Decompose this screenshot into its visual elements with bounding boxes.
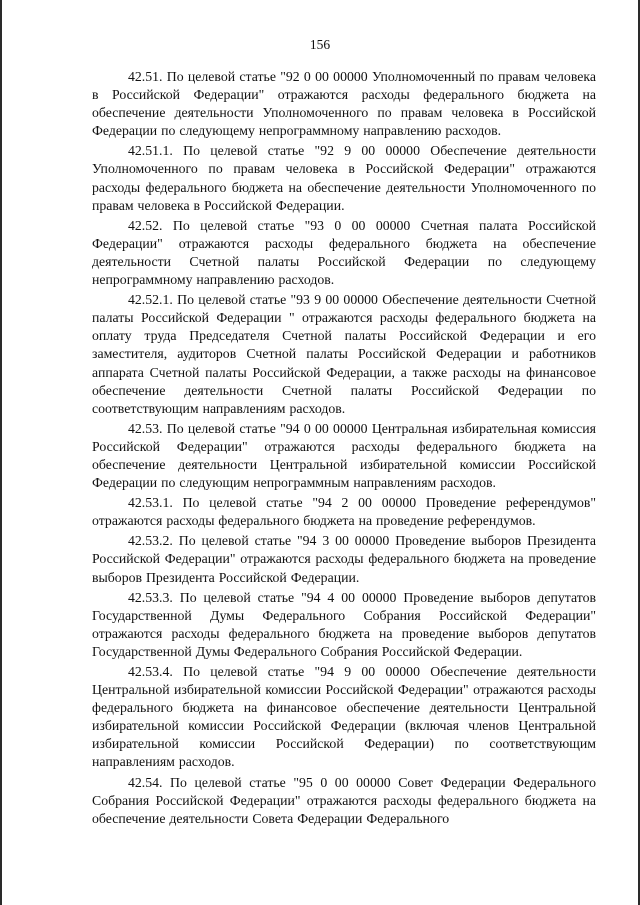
- paragraph-42-53-1: 42.53.1. По целевой статье "94 2 00 00000 Проведение референдумов" отражаются расходы федерального бюджета на проведение референдумов.: [92, 495, 596, 529]
- paragraph-42-53-4: 42.53.4. По целевой статье "94 9 00 00000 Обеспечение деятельности Центральной избирательной комиссии Российской Федерации" отражаются расходы федерального бюджета на финансовое обеспечение деятельности Центральной избирательной комиссии Российской Федерации (включая членов Центральной избирательной комиссии Российской Федерации) по соответствующим направлениям расходов.: [92, 664, 596, 770]
- document-body: [92, 68, 596, 830]
- paragraph-42-52-1: 42.52.1. По целевой статье "93 9 00 00000 Обеспечение деятельности Счетной палаты Российской Федерации " отражаются расходы федерального бюджета на оплату труда Председателя Счетной палаты Российской Федерации и его заместителя, аудиторов Счетной палаты Российской Федерации и работников аппарата Счетной палаты Российской Федерации, а также расходы на финансовое обеспечение деятельности Счетной палаты Российской Федерации по соответствующим направлениям расходов.: [92, 292, 596, 416]
- paragraph-42-51-1: 42.51.1. По целевой статье "92 9 00 00000 Обеспечение деятельности Уполномоченного по правам человека в Российской Федерации" отражаются расходы федерального бюджета на обеспечение деятельности Уполномоченного по правам человека в Российской Федерации.: [92, 143, 596, 213]
- page-number: 156: [309, 37, 331, 52]
- paragraph-42-53-2: 42.53.2. По целевой статье "94 3 00 00000 Проведение выборов Президента Российской Федерации" отражаются расходы федерального бюджета на проведение выборов Президента Российской Федерации.: [92, 533, 596, 585]
- paragraph-42-51: 42.51. По целевой статье "92 0 00 00000 Уполномоченный по правам человека в Российской Федерации" отражаются расходы федерального бюджета на обеспечение деятельности Уполномоченного по правам человека в Российской Федерации по следующему непрограммному направлению расходов.: [92, 69, 596, 139]
- paragraph-42-53: 42.53. По целевой статье "94 0 00 00000 Центральная избирательная комиссия Российской Федерации" отражаются расходы федерального бюджета на обеспечение деятельности Центральной избирательной комиссии Российской Федерации по следующим непрограммным направлениям расходов.: [92, 420, 596, 491]
- paragraph-42-52: 42.52. По целевой статье "93 0 00 00000 Счетная палата Российской Федерации" отражаются расходы федерального бюджета на обеспечение деятельности Счетной палаты Российской Федерации по следующему непрограммному направлению расходов.: [92, 217, 596, 288]
- paragraph-42-54: 42.54. По целевой статье "95 0 00 00000 Совет Федерации Федерального Собрания Российской Федерации" отражаются расходы федерального бюджета на обеспечение деятельности Совета Федерации Федерального: [92, 774, 596, 826]
- paragraph-42-53-3: 42.53.3. По целевой статье "94 4 00 00000 Проведение выборов депутатов Государственной Думы Федерального Собрания Российской Федерации" отражаются расходы федерального бюджета на проведение выборов депутатов Государственной Думы Федерального Собрания Российской Федерации.: [92, 589, 596, 659]
